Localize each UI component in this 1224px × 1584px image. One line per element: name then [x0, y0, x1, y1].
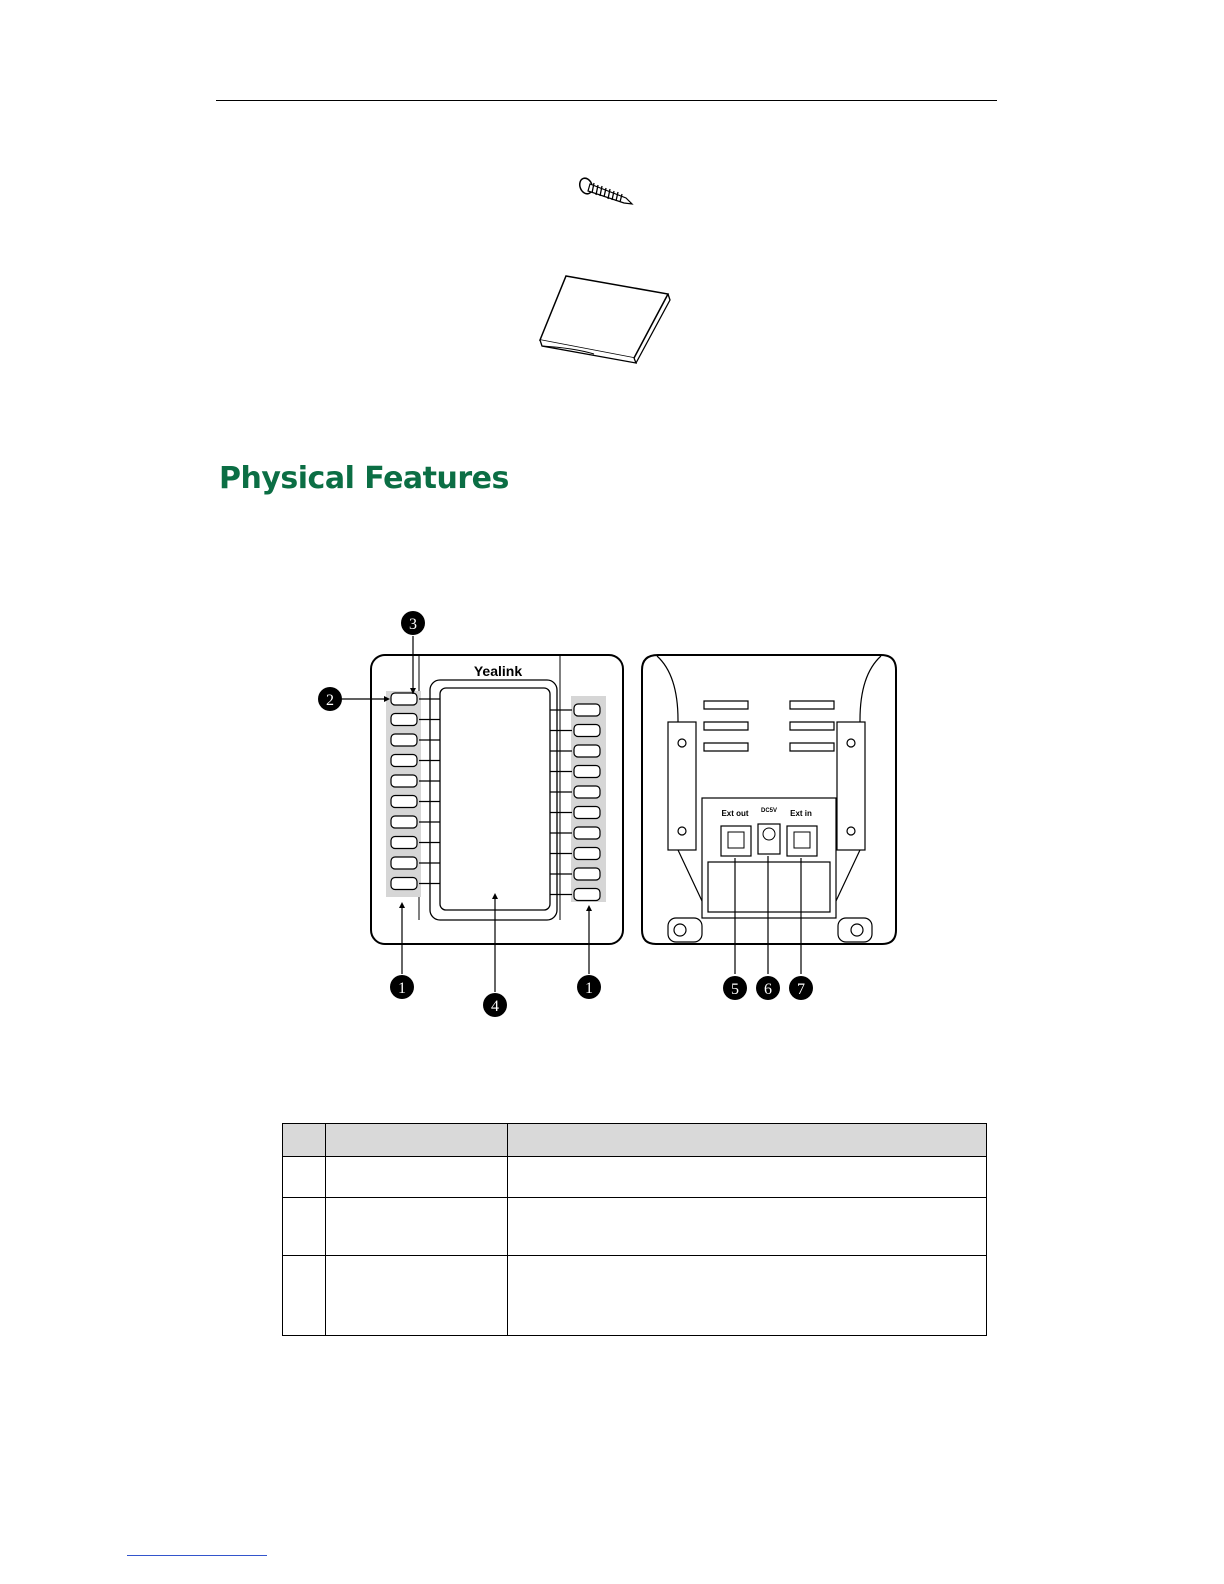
section-heading: Physical Features: [219, 461, 509, 496]
line-key-button: [391, 775, 417, 787]
line-key-button: [391, 693, 417, 705]
table-cell: [283, 1256, 326, 1336]
callout-2: [318, 687, 342, 711]
svg-text:4: 4: [491, 998, 499, 1015]
line-key-button: [391, 816, 417, 828]
line-key-button: [574, 786, 600, 798]
table-header-cell: [283, 1124, 326, 1157]
callout-3: [401, 611, 425, 635]
table-row: [283, 1256, 987, 1336]
line-key-button: [574, 848, 600, 860]
svg-text:2: 2: [326, 692, 334, 709]
line-key-button: [574, 889, 600, 901]
callout-6: [756, 976, 780, 1000]
device-figure: [300, 600, 910, 1030]
line-key-button: [574, 766, 600, 778]
svg-text:1: 1: [398, 980, 406, 997]
svg-text:1: 1: [585, 980, 593, 997]
svg-text:7: 7: [797, 981, 805, 998]
ext-out-label: Ext out: [721, 809, 749, 818]
table-header-cell: [326, 1124, 508, 1157]
table-header-row: [283, 1124, 987, 1157]
lcd-screen: [440, 688, 550, 910]
line-key-button: [391, 878, 417, 890]
line-key-button: [391, 714, 417, 726]
screw-illustration: [578, 176, 638, 210]
line-key-button: [574, 827, 600, 839]
back-view: [642, 655, 896, 974]
line-key-button: [574, 704, 600, 716]
svg-text:3: 3: [409, 616, 417, 633]
svg-text:6: 6: [764, 981, 772, 998]
table-row: [283, 1198, 987, 1256]
table-cell: [283, 1198, 326, 1256]
line-key-button: [391, 755, 417, 767]
front-view: [342, 636, 623, 992]
line-key-button: [391, 734, 417, 746]
table-row: [283, 1157, 987, 1198]
line-key-button: [574, 807, 600, 819]
line-key-button: [574, 725, 600, 737]
callout-1-left: [390, 975, 414, 999]
line-key-button: [574, 745, 600, 757]
line-key-button: [574, 868, 600, 880]
callout-5: [723, 976, 747, 1000]
footer-link-underline[interactable]: [127, 1555, 267, 1556]
features-table: [282, 1123, 987, 1336]
line-key-button: [391, 837, 417, 849]
table-header-cell: [508, 1124, 987, 1157]
brand-logo: Yealink: [473, 663, 523, 679]
svg-text:5: 5: [731, 981, 739, 998]
callout-7: [789, 976, 813, 1000]
dc-label: DC5V: [760, 808, 778, 814]
callout-4: [483, 993, 507, 1017]
table-cell: [326, 1256, 508, 1336]
table-cell: [326, 1157, 508, 1198]
line-key-button: [391, 796, 417, 808]
ext-in-label: Ext in: [790, 809, 812, 818]
header-rule: [216, 100, 997, 101]
callout-1-right: [577, 975, 601, 999]
line-key-button: [391, 857, 417, 869]
table-cell: [508, 1157, 987, 1198]
table-cell: [508, 1198, 987, 1256]
table-cell: [326, 1198, 508, 1256]
table-cell: [283, 1157, 326, 1198]
table-cell: [508, 1256, 987, 1336]
quick-start-guide-illustration: [534, 270, 674, 364]
